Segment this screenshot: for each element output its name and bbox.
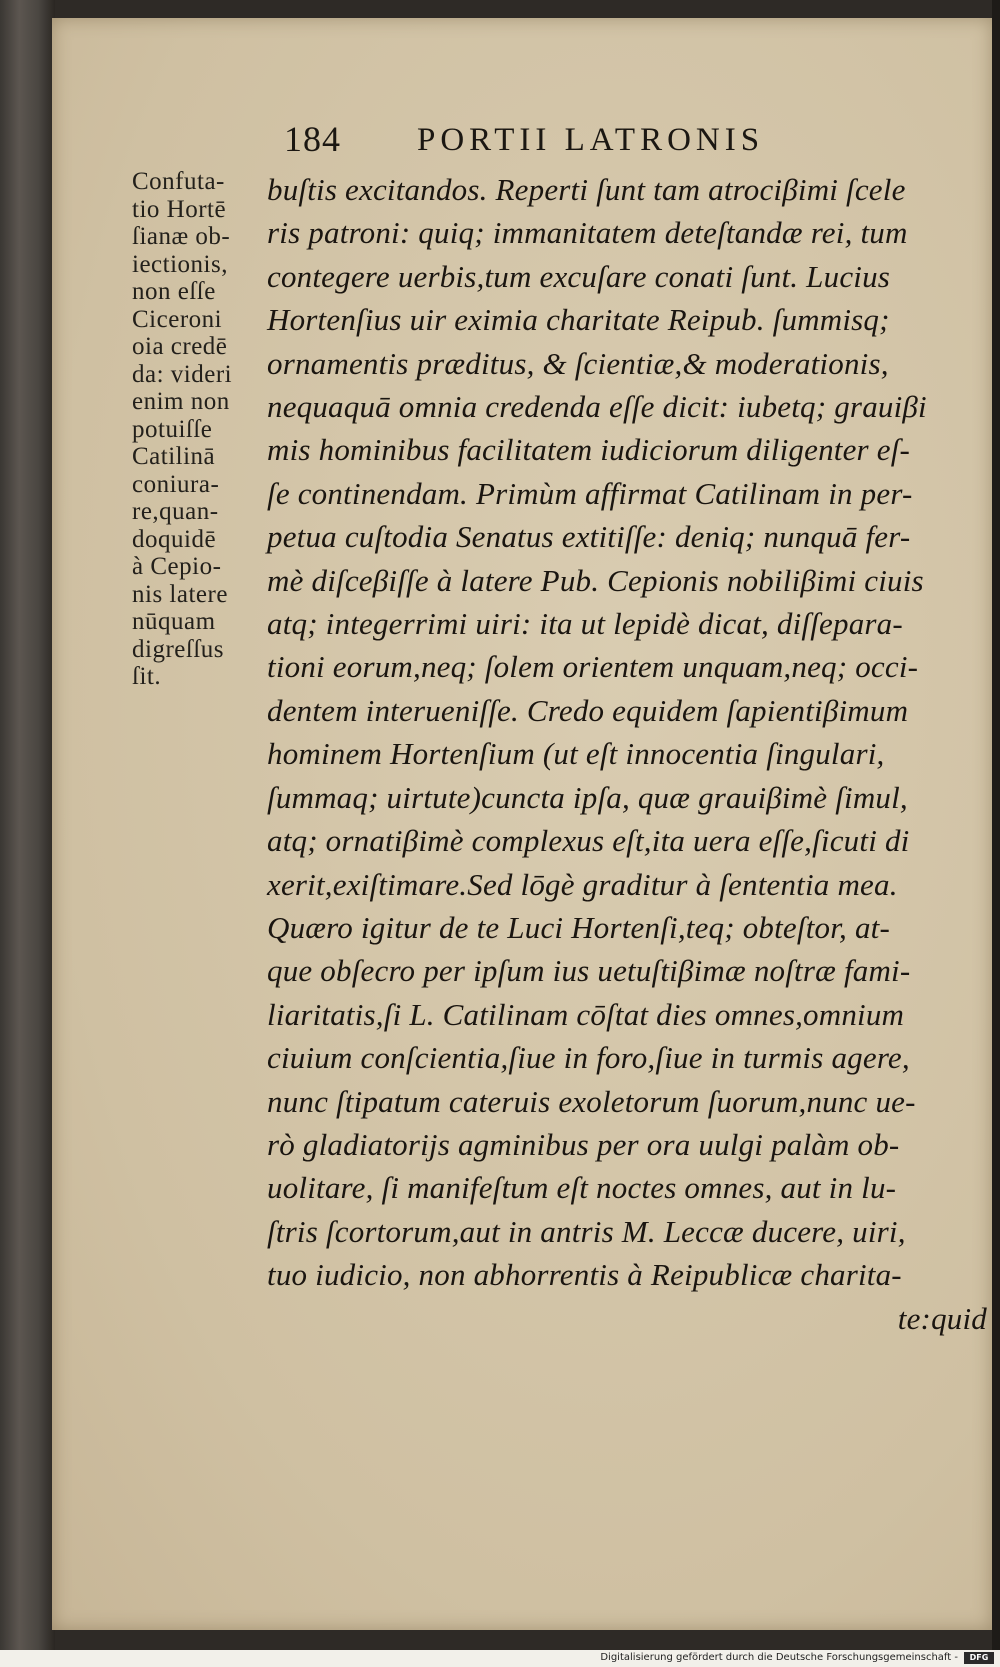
dfg-logo: DFG [964,1652,994,1664]
text-line: rò gladiatorijs agminibus per ora uulgi palàm ob- [267,1126,900,1162]
page-number: 184 [284,119,341,159]
running-head [52,118,992,158]
body-text [267,168,987,1340]
text-line: tuo iudicio, non abhorrentis à Reipublicæ charita- [267,1257,902,1293]
margin-line: coniura- [132,470,220,498]
margin-line: tio Hortē [132,195,227,223]
text-line: petua cuſtodia Senatus extitiſſe: deniq; nunquā fer- [267,519,911,555]
text-line: ornamentis præditus, & ſcientiæ,& moderationis, [267,345,889,381]
margin-line: nis latere [132,580,228,608]
text-line: liaritatis,ſi L. Catilinam cōſtat dies omnes,omnium [267,996,905,1032]
book-spine-edge [0,0,55,1650]
marginal-note [132,168,282,691]
text-line: ris patroni: quiq; immanitatem deteſtandæ rei, tum [267,215,908,251]
margin-line: nūquam [132,608,216,635]
margin-line: doquidē [132,525,217,553]
text-line: Hortenſius uir eximia charitate Reipub. ſummisq; [267,302,890,338]
running-title: PORTII LATRONIS [417,122,765,158]
margin-line: Confuta- [132,168,225,195]
scan-right-edge [992,0,1000,1650]
margin-line: à Cepio- [132,553,222,580]
text-line: buſtis excitandos. Reperti ſunt tam atrociβimi ſcele [267,172,906,207]
text-line: ciuium conſcientia,ſiue in foro,ſiue in turmis agere, [267,1040,910,1076]
margin-line: enim non [132,388,230,415]
text-line: xerit,exiſtimare.Sed lōgè graditur à ſententia mea. [267,866,898,902]
margin-line: Catilinā [132,443,216,470]
margin-line: re,quan- [132,498,219,525]
text-line: dentem interueniſſe. Credo equidem ſapientiβimum [267,692,909,728]
margin-line: Ciceroni [132,305,223,333]
text-line: ſummaq; uirtute)cuncta ipſa, quæ grauiβimè ſimul, [267,779,908,815]
text-line: contegere uerbis,tum excuſare conati ſunt. Lucius [267,258,891,294]
margin-line: iectionis, [132,250,228,278]
text-line: uolitare, ſi manifeſtum eſt noctes omnes, aut in lu- [267,1170,897,1206]
margin-line: digreſſus [132,635,224,663]
text-line: mè diſceβiſſe à latere Pub. Cepionis nobiliβimi ciuis [267,562,924,598]
text-line: nequaquā omnia credenda eſſe dicit: iubetq; grauiβi [267,389,927,425]
text-line: hominem Hortenſium (ut eſt innocentia ſingulari, [267,736,885,772]
book-page [52,18,992,1630]
text-line: mis hominibus facilitatem iudiciorum diligenter eſ- [267,432,911,468]
text-line: atq; ornatiβimè complexus eſt,ita uera eſſe,ſicuti di [267,823,910,859]
margin-line: ſit. [132,663,162,690]
text-line: Quæro igitur de te Luci Hortenſi,teq; obteſtor, at- [267,909,890,945]
margin-line: oia credē [132,333,228,360]
margin-line: non eſſe [132,278,216,305]
text-line: que obſecro per ipſum ius uetuſtiβimæ noſtræ fami- [267,953,911,989]
funding-credit: Digitalisierung gefördert durch die Deutsche Forschungsgemeinschaft - [600,1652,958,1663]
text-line: ſtris ſcortorum,aut in antris M. Leccæ ducere, uiri, [267,1213,906,1249]
margin-line: da: videri [132,360,233,388]
margin-line: potuiſſe [132,415,213,443]
text-line: ſe continendam. Primùm affirmat Catilinam in per- [267,475,913,511]
margin-line: ſianæ ob- [132,223,231,250]
catchword: te:quid [897,1300,987,1336]
text-line: tioni eorum,neq; ſolem orientem unquam,neq; occi- [267,649,919,685]
text-line: nunc ſtipatum cateruis exoletorum ſuorum,nunc ue- [267,1083,916,1119]
text-line: atq; integerrimi uiri: ita ut lepidè dicat, diſſepara- [267,606,903,642]
